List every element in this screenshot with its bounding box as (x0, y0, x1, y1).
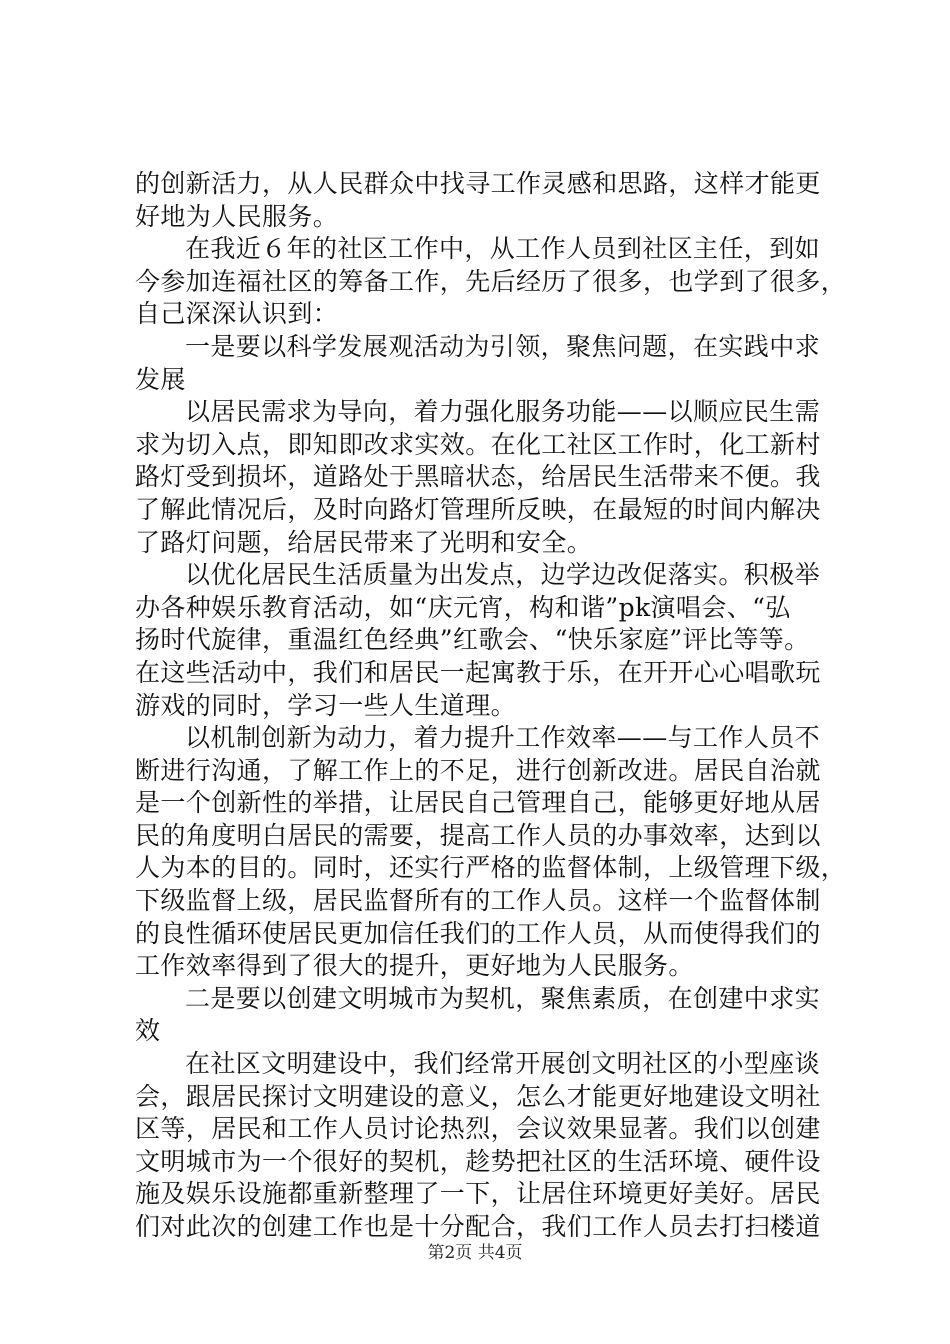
text-line: 扬时代旋律，重温红色经典”红歌会、“快乐家庭”评比等等。 (135, 625, 810, 655)
page-footer: 第2页 共4页 (427, 1243, 523, 1263)
text-line: 二是要以创建文明城市为契机，聚焦素质，在创建中求实 (185, 983, 821, 1013)
text-line: 求为切入点，即知即改求实效。在化工社区工作时，化工新村 (135, 429, 821, 459)
text-line: 在社区文明建设中，我们经常开展创文明社区的小型座谈 (185, 1049, 821, 1079)
text-line: 的创新活力，从人民群众中找寻工作灵感和思路，这样才能更 (135, 169, 821, 198)
text-line: 区等，居民和工作人员讨论热烈，会议效果显著。我们以创建 (135, 1114, 821, 1144)
text-line: 在我近６年的社区工作中，从工作人员到社区主任，到如 (185, 234, 821, 264)
text-line: 自己深深认识到： (135, 299, 339, 329)
text-line: 们对此次的创建工作也是十分配合，我们工作人员去打扫楼道 (135, 1212, 821, 1241)
text-line: 以居民需求为导向，着力强化服务功能——以顺应民生需 (185, 397, 821, 427)
text-line: 工作效率得到了很大的提升，更好地为人民服务。 (135, 951, 694, 981)
document-body (135, 168, 847, 1244)
text-line: 以机制创新为动力，着力提升工作效率——与工作人员不 (185, 723, 821, 753)
text-line: 文明城市为一个很好的契机，趁势把社区的生活环境、硬件设 (135, 1146, 821, 1176)
text-line: 了解此情况后，及时向路灯管理所反映，在最短的时间内解决 (135, 494, 821, 524)
text-line: 的良性循环使居民更加信任我们的工作人员，从而使得我们的 (135, 918, 821, 948)
text-line: 了路灯问题，给居民带来了光明和安全。 (135, 527, 593, 557)
text-line: 好地为人民服务。 (135, 201, 339, 231)
text-line: 断进行沟通，了解工作上的不足，进行创新改进。居民自治就 (135, 755, 821, 785)
text-line: 路灯受到损坏，道路处于黑暗状态，给居民生活带来不便。我 (135, 462, 821, 492)
text-line: 民的角度明白居民的需要，提高工作人员的办事效率，达到以 (135, 820, 821, 850)
text-line: 是一个创新性的举措，让居民自己管理自己，能够更好地从居 (135, 788, 821, 818)
text-line: 一是要以科学发展观活动为引领，聚焦问题，在实践中求 (185, 331, 821, 361)
text-line: 会，跟居民探讨文明建设的意义，怎么才能更好地建设文明社 (135, 1081, 821, 1111)
text-line: 发展 (135, 364, 186, 394)
text-line: 以优化居民生活质量为出发点，边学边改促落实。积极举 (185, 560, 821, 590)
text-line: 办各种娱乐教育活动，如“庆元宵，构和谐”pk演唱会、“弘 (135, 592, 791, 622)
text-line: 人为本的目的。同时，还实行严格的监督体制，上级管理下级， (135, 853, 847, 883)
text-line: 施及娱乐设施都重新整理了一下，让居住环境更好美好。居民 (135, 1179, 821, 1209)
text-line: 今参加连福社区的筹备工作，先后经历了很多，也学到了很多， (135, 266, 847, 296)
text-line: 游戏的同时，学习一些人生道理。 (135, 690, 517, 720)
text-line: 效 (135, 1016, 161, 1046)
text-line: 下级监督上级，居民监督所有的工作人员。这样一个监督体制 (135, 886, 821, 916)
text-line: 在这些活动中，我们和居民一起寓教于乐，在开开心心唱歌玩 (135, 657, 821, 687)
